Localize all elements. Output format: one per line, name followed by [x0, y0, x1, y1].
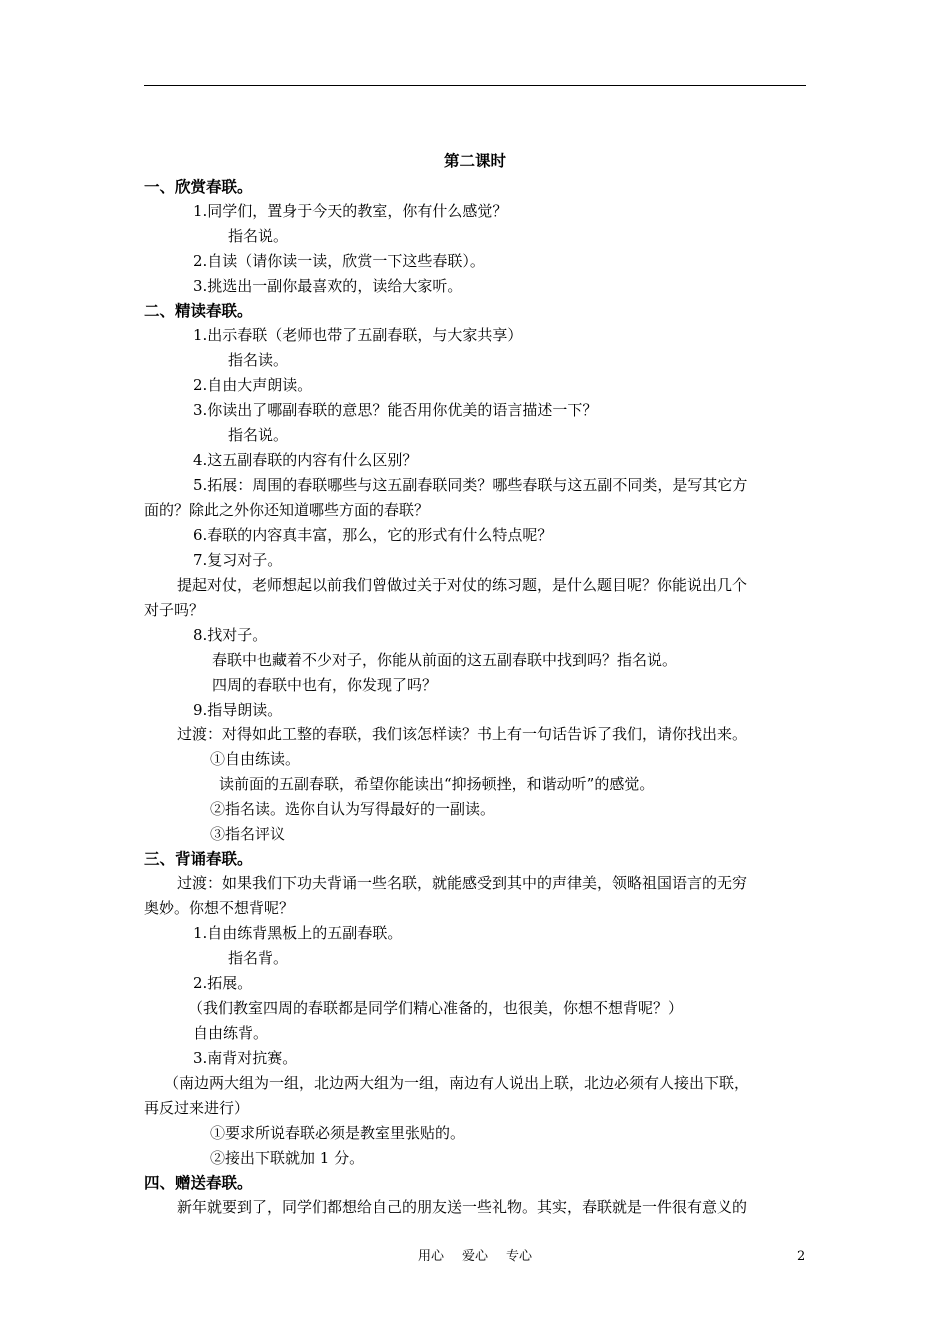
section-heading-3: 三、背诵春联。: [144, 849, 253, 868]
text-line: 1.同学们，置身于今天的教室，你有什么感觉？: [193, 202, 508, 220]
text-line: 过渡：对得如此工整的春联，我们该怎样读？书上有一句话告诉了我们，请你找出来。: [177, 725, 748, 743]
text-line: 指名说。: [228, 227, 289, 245]
text-line: ③指名评议: [210, 825, 286, 843]
text-line: 自由练背。: [193, 1024, 269, 1042]
text-line: 奥妙。你想不想背呢？: [144, 899, 295, 917]
text-line: ②接出下联就加 1 分。: [210, 1149, 365, 1167]
text-line: 2.自由大声朗读。: [193, 376, 313, 394]
text-line: 新年就要到了，同学们都想给自己的朋友送一些礼物。其实，春联就是一件很有意义的: [177, 1198, 748, 1216]
footer-motto: [0, 1248, 950, 1266]
text-line: 2.拓展。: [193, 974, 253, 992]
text-line: （南边两大组为一组，北边两大组为一组，南边有人说出上联，北边必须有人接出下联，: [164, 1074, 750, 1092]
footer-left: 用心: [417, 1249, 444, 1264]
text-line: 春联中也藏着不少对子，你能从前面的这五副春联中找到吗？指名说。: [212, 651, 678, 669]
text-line: 读前面的五副春联，希望你能读出“抑扬顿挫，和谐动听”的感觉。: [219, 775, 655, 793]
footer-right: 专心: [506, 1249, 533, 1264]
text-line: 6.春联的内容真丰富，那么，它的形式有什么特点呢？: [193, 526, 553, 544]
text-line: 面的？除此之外你还知道哪些方面的春联？: [144, 501, 430, 519]
text-line: 过渡：如果我们下功夫背诵一些名联，就能感受到其中的声律美，领略祖国语言的无穷: [177, 874, 748, 892]
text-line: 再反过来进行）: [144, 1099, 250, 1117]
text-line: 3.南背对抗赛。: [193, 1049, 298, 1067]
footer-middle: 爱心: [461, 1249, 488, 1264]
page-title: 第二课时: [443, 151, 506, 170]
text-line: 7.复习对子。: [193, 551, 283, 569]
section-heading-4: 四、赠送春联。: [144, 1173, 253, 1192]
text-line: 指名说。: [228, 426, 289, 444]
section-heading-2: 二、精读春联。: [144, 301, 253, 320]
page-number: 2: [797, 1249, 806, 1264]
text-line: ②指名读。选你自认为写得最好的一副读。: [210, 800, 496, 818]
text-line: 四周的春联中也有，你发现了吗？: [212, 676, 438, 694]
text-line: 4.这五副春联的内容有什么区别？: [193, 451, 418, 469]
text-line: 指名读。: [228, 351, 289, 369]
text-line: ①要求所说春联必须是教室里张贴的。: [210, 1124, 466, 1142]
text-line: 1.自由练背黑板上的五副春联。: [193, 924, 403, 942]
text-line: 5.拓展：周围的春联哪些与这五副春联同类？哪些春联与这五副不同类，是写其它方: [193, 476, 748, 494]
text-line: 指名背。: [228, 949, 289, 967]
text-line: 8.找对子。: [193, 626, 268, 644]
text-line: 3.挑选出一副你最喜欢的，读给大家听。: [193, 277, 463, 295]
text-line: 1.出示春联（老师也带了五副春联，与大家共享）: [193, 326, 523, 344]
text-line: 对子吗？: [144, 601, 205, 619]
text-line: 2.自读（请你读一读，欣赏一下这些春联）。: [193, 252, 485, 270]
section-heading-1: 一、欣赏春联。: [144, 177, 253, 196]
text-line: 9.指导朗读。: [193, 701, 283, 719]
text-line: 3.你读出了哪副春联的意思？能否用你优美的语言描述一下？: [193, 401, 598, 419]
text-line: （我们教室四周的春联都是同学们精心准备的，也很美，你想不想背呢？）: [188, 999, 684, 1017]
header-rule: [144, 85, 806, 86]
text-line: ①自由练读。: [210, 750, 301, 768]
text-line: 提起对仗，老师想起以前我们曾做过关于对仗的练习题，是什么题目呢？你能说出几个: [177, 576, 748, 594]
